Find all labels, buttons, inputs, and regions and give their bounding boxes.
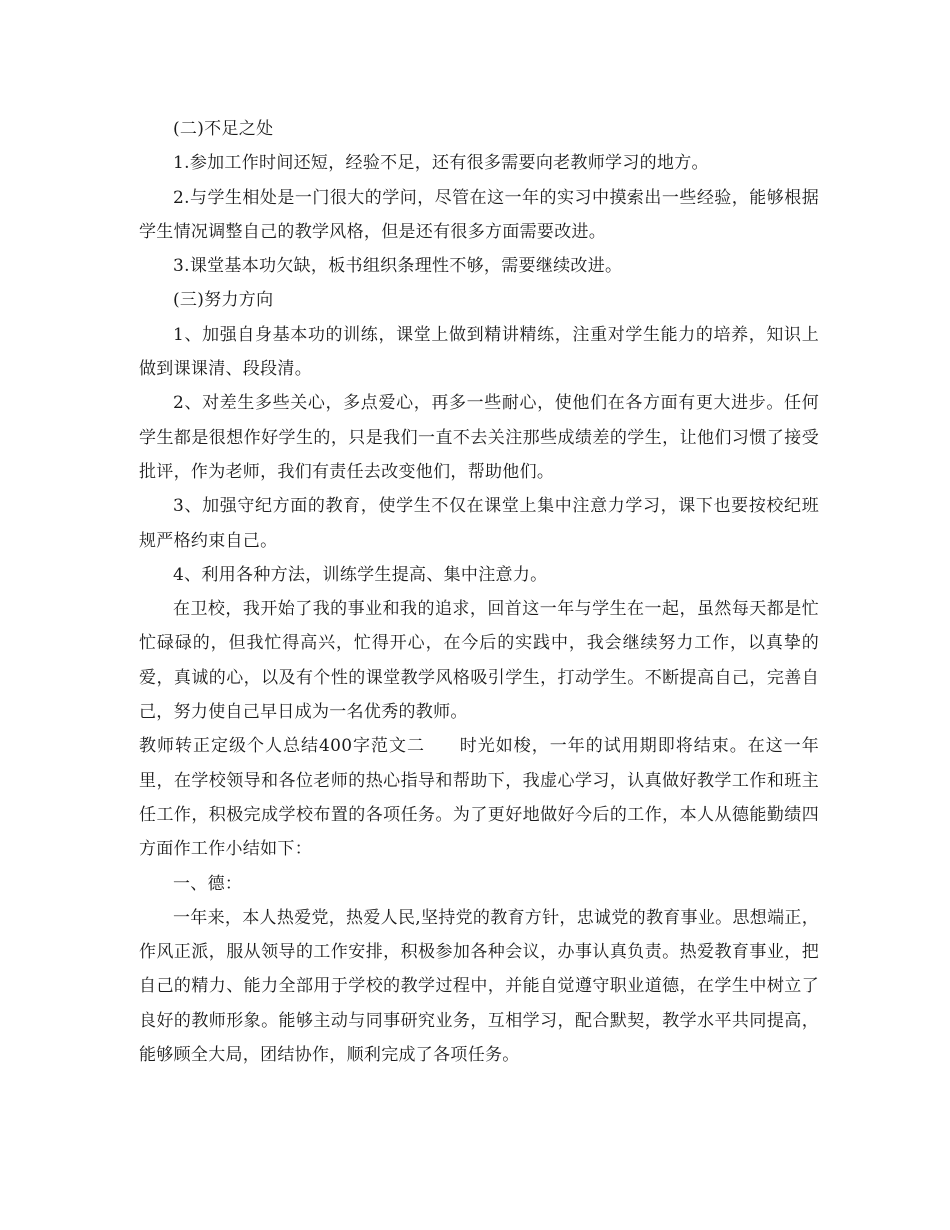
paragraph-shortcoming-2: 2.与学生相处是一门很大的学问，尽管在这一年的实习中摸索出一些经验，能够根据学生情况调整自己的教学风格，但是还有很多方面需要改进。 bbox=[139, 187, 819, 242]
paragraph-shortcoming-1: 1.参加工作时间还短，经验不足，还有很多需要向老教师学习的地方。 bbox=[173, 153, 709, 174]
paragraph-direction-4: 4、利用各种方法，训练学生提高、集中注意力。 bbox=[173, 564, 548, 585]
section-heading-morality: 一、德： bbox=[173, 873, 243, 894]
paragraph-morality: 一年来，本人热爱党，热爱人民,坚持党的教育方针，忠诚党的教育事业。思想端正，作风正派，服从领导的工作安排，积极参加各种会议，办事认真负责。热爱教育事业，把自己的精力、能力全部用于学校的教学过程中，并能自觉遵守职业道德，在学生中树立了良好的教师形象。能够主动与同事研究业务，互相学习，配合默契，教学水平共同提高，能够顾全大局，团结协作，顺利完成了各项任务。 bbox=[139, 907, 819, 1066]
section-heading-direction: (三)努力方向 bbox=[173, 290, 274, 311]
paragraph-direction-1: 1、加强自身基本功的训练，课堂上做到精讲精练，注重对学生能力的培养，知识上做到课课清、段段清。 bbox=[139, 324, 819, 380]
paragraph-conclusion: 在卫校，我开始了我的事业和我的追求，回首这一年与学生在一起，虽然每天都是忙忙碌碌的，但我忙得高兴，忙得开心，在今后的实践中，我会继续努力工作，以真挚的爱，真诚的心，以及有个性的课堂教学风格吸引学生，打动学生。不断提高自己，完善自己，努力使自己早日成为一名优秀的教师。 bbox=[139, 599, 819, 723]
paragraph-article-two-intro bbox=[139, 729, 819, 866]
paragraph-direction-3: 3、加强守纪方面的教育，使学生不仅在课堂上集中注意力学习，课下也要按校纪班规严格约束自己。 bbox=[139, 496, 819, 551]
section-heading-shortcomings: (二)不足之处 bbox=[173, 119, 274, 139]
article-two-intro-text: 时光如梭，一年的试用期即将结束。在这一年里，在学校领导和各位老师的热心指导和帮助下，我虚心学习，认真做好教学工作和班主任工作，积极完成学校布置的各项任务。为了更好地做好今后的工作，本人从德能勤绩四方面作工作小结如下： bbox=[139, 736, 819, 860]
document-page bbox=[139, 112, 819, 1072]
article-two-title: 教师转正定级个人总结400字范文二 bbox=[139, 736, 426, 757]
paragraph-direction-2: 2、对差生多些关心，多点爱心，再多一些耐心，使他们在各方面有更大进步。任何学生都是很想作好学生的，只是我们一直不去关注那些成绩差的学生，让他们习惯了接受批评，作为老师，我们有责任去改变他们，帮助他们。 bbox=[139, 393, 819, 482]
paragraph-shortcoming-3: 3.课堂基本功欠缺，板书组织条理性不够，需要继续改进。 bbox=[173, 256, 623, 277]
